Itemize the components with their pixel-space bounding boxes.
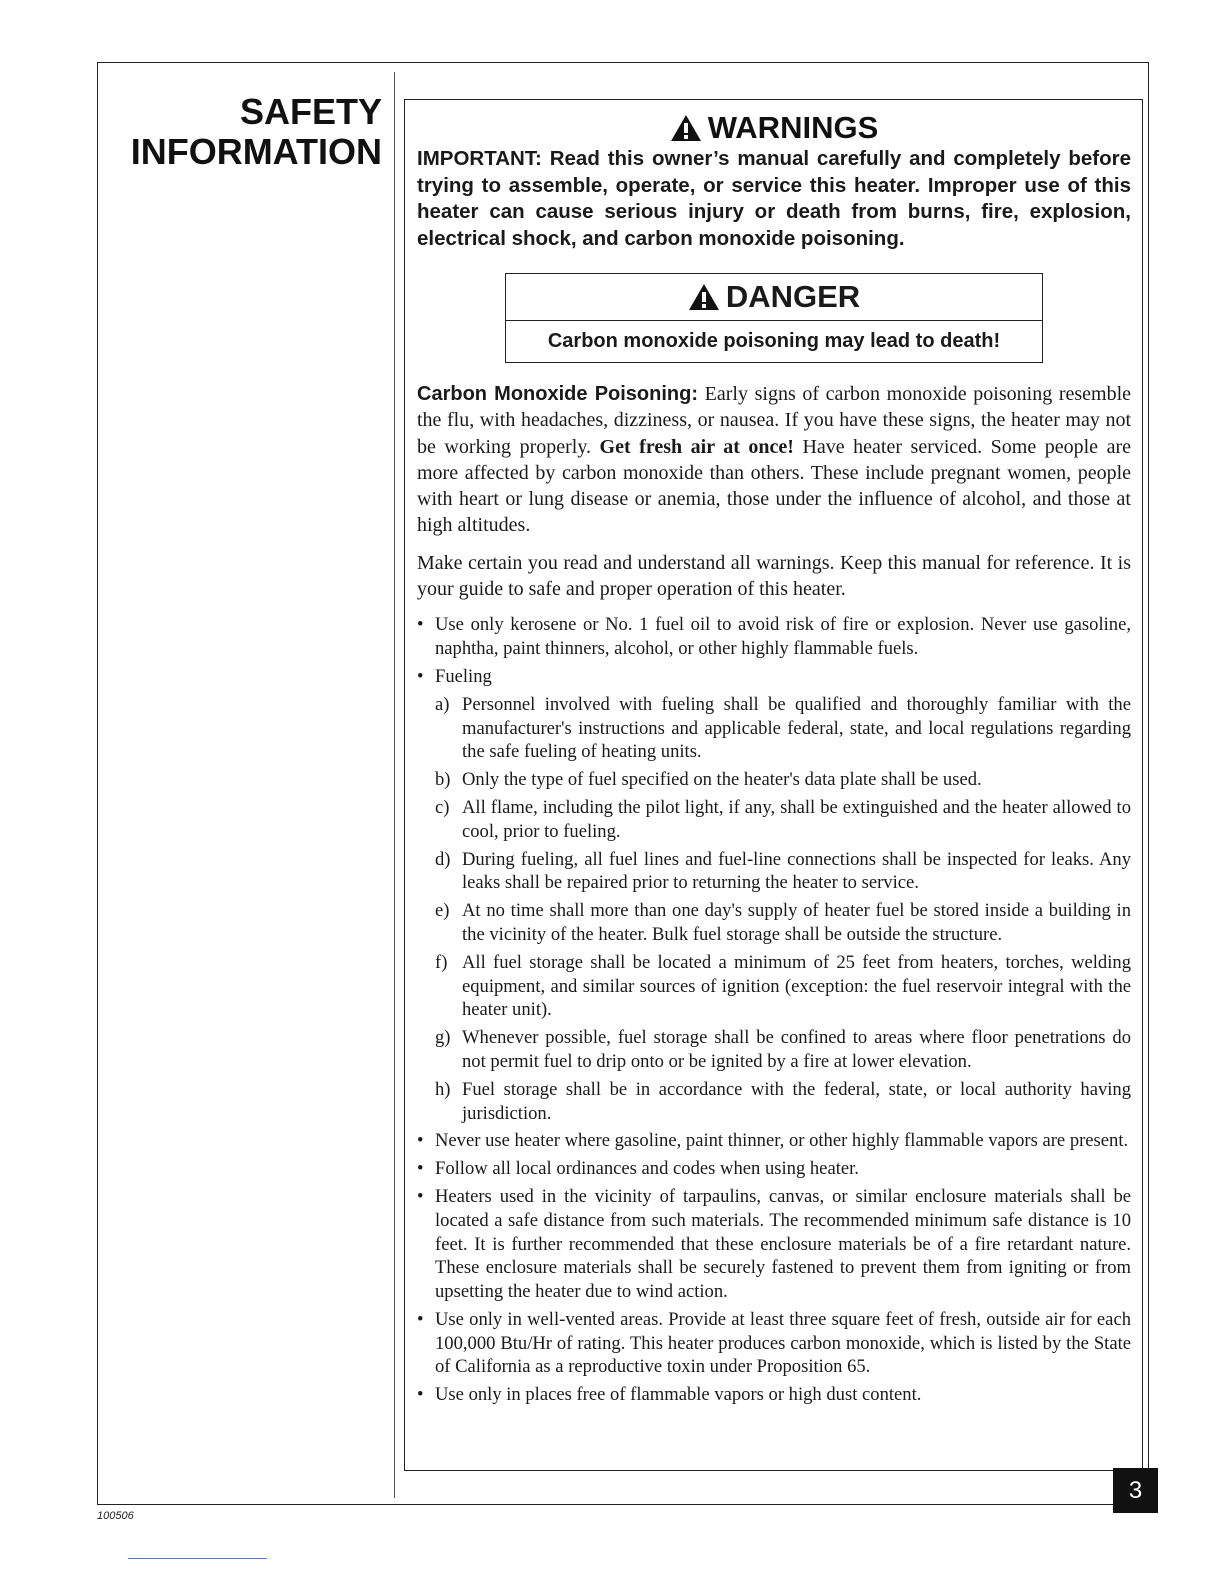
list-item: [435, 1078, 1131, 1126]
list-item: [417, 1185, 1131, 1304]
list-item: [417, 1157, 1131, 1181]
sub-label: b): [435, 769, 451, 791]
fresh-air-emphasis: Get fresh air at once!: [599, 435, 794, 458]
bullet-vapors: Never use heater where gasoline, paint thinner, or other highly flammable vapors are present.: [435, 1130, 1129, 1152]
list-item: [417, 1308, 1131, 1379]
list-item: [417, 665, 1131, 1125]
co-poisoning-lead: Carbon Monoxide Poisoning:: [417, 383, 699, 405]
list-item: [435, 899, 1131, 947]
sub-text: All flame, including the pilot light, if any, shall be extinguished and the heater allowed to cool, prior to fueling.: [462, 796, 1131, 842]
bullet-ordinances: Follow all local ordinances and codes when using heater.: [435, 1158, 859, 1180]
danger-box: [505, 273, 1043, 363]
bullet-icon: •: [417, 1308, 424, 1330]
list-item: [435, 951, 1131, 1022]
danger-heading-text: DANGER: [725, 279, 861, 314]
reference-paragraph: Make certain you read and understand all warnings. Keep this manual for reference. It is your guide to safe and proper operation of this heater.: [417, 551, 1131, 601]
title-line-2: INFORMATION: [130, 131, 382, 172]
bullet-tarpaulins: Heaters used in the vicinity of tarpaulins, canvas, or similar enclosure materials shall be located a safe distance from such materials. The recommended minimum safe distance is 10 feet. It is further recommended that these enclosure materials be of a fire retardant nature. These enclosure materials shall be securely fastened to prevent them from igniting or from upsetting the heater due to wind action.: [435, 1185, 1131, 1303]
co-poisoning-text-1: Early signs of carbon monoxide poisoning resemble the flu, with headaches, dizziness, or nausea. If you have these signs, the heater may not be working properly.: [417, 383, 1132, 458]
bullet-icon: •: [417, 1130, 424, 1152]
page-number: 3: [1113, 1468, 1158, 1513]
bullet-fuel-type: Use only kerosene or No. 1 fuel oil to avoid risk of fire or explosion. Never use gasoline, naphtha, paint thinners, alcohol, or other highly flammable fuels.: [435, 614, 1131, 660]
list-item: [417, 1383, 1131, 1407]
sub-text: Only the type of fuel specified on the heater's data plate shall be used.: [462, 769, 982, 791]
list-item: [435, 848, 1131, 896]
sub-label: c): [435, 796, 450, 818]
list-item: [435, 693, 1131, 764]
list-item: [435, 796, 1131, 844]
bullet-fueling: Fueling: [435, 665, 492, 687]
important-notice: IMPORTANT: Read this owner’s manual carefully and completely before trying to assemble, operate, or service this heater. Improper use of this heater can cause serious injury or death from burns, fire, explosion, electrical shock, and carbon monoxide poisoning.: [417, 147, 1131, 250]
safety-bullet-list: [417, 613, 1131, 1407]
co-poisoning-paragraph: [417, 381, 1131, 539]
bullet-icon: •: [417, 665, 424, 687]
sub-text: Fuel storage shall be in accordance with the federal, state, or local authority having jurisdiction.: [462, 1078, 1131, 1124]
fueling-sublist: [435, 693, 1131, 1126]
bullet-icon: •: [417, 1158, 424, 1180]
section-title: [110, 92, 382, 172]
sub-label: a): [435, 693, 450, 715]
list-item: [417, 613, 1131, 661]
bullet-icon: •: [417, 1185, 424, 1207]
sub-label: f): [435, 951, 448, 973]
warning-triangle-icon: [688, 283, 720, 311]
document-code: 100506: [97, 1510, 134, 1522]
warnings-content: [417, 110, 1131, 1411]
sub-text: All fuel storage shall be located a minimum of 25 feet from heaters, torches, welding equipment, and similar sources of ignition (exception: the fuel reservoir integral with the heater unit).: [462, 951, 1131, 1021]
warnings-heading-text: WARNINGS: [707, 110, 879, 145]
warning-triangle-icon: [670, 114, 702, 142]
danger-heading: [506, 274, 1042, 321]
bullet-dust: Use only in places free of flammable vapors or high dust content.: [435, 1384, 922, 1406]
list-item: [417, 1129, 1131, 1153]
bullet-icon: •: [417, 614, 424, 636]
sub-label: h): [435, 1078, 451, 1100]
bullet-icon: •: [417, 1384, 424, 1406]
column-divider: [394, 72, 395, 1498]
warnings-heading: [417, 110, 1131, 146]
title-line-1: SAFETY: [239, 91, 382, 132]
sub-label: d): [435, 848, 451, 870]
sub-text: At no time shall more than one day's supply of heater fuel be stored inside a building in the vicinity of the heater. Bulk fuel storage shall be outside the structure.: [462, 900, 1131, 945]
sub-label: g): [435, 1027, 451, 1049]
danger-message: Carbon monoxide poisoning may lead to death!: [547, 330, 1001, 352]
sub-label: e): [435, 900, 450, 922]
sub-text: Whenever possible, fuel storage shall be confined to areas where floor penetrations do not permit fuel to drip onto or be ignited by a fire at lower elevation.: [462, 1027, 1131, 1072]
co-poisoning-text-2: Have heater serviced. Some people are more affected by carbon monoxide than others. These include pregnant women, people with heart or lung disease or anemia, those under the influence of alcohol, and those at high altitudes.: [417, 435, 1131, 537]
bottom-rule: [128, 1558, 267, 1559]
sub-text: Personnel involved with fueling shall be qualified and thoroughly familiar with the manufacturer's instructions and applicable federal, state, and local regulations regarding the safe fueling of heating units.: [462, 693, 1131, 763]
bullet-ventilation: Use only in well-vented areas. Provide at least three square feet of fresh, outside air for each 100,000 Btu/Hr of rating. This heater produces carbon monoxide, which is listed by the State of California as a reproductive toxin under Proposition 65.: [435, 1308, 1131, 1378]
sub-text: During fueling, all fuel lines and fuel-line connections shall be inspected for leaks. Any leaks shall be repaired prior to returning the heater to service.: [462, 848, 1131, 894]
list-item: [435, 768, 1131, 792]
list-item: [435, 1026, 1131, 1074]
